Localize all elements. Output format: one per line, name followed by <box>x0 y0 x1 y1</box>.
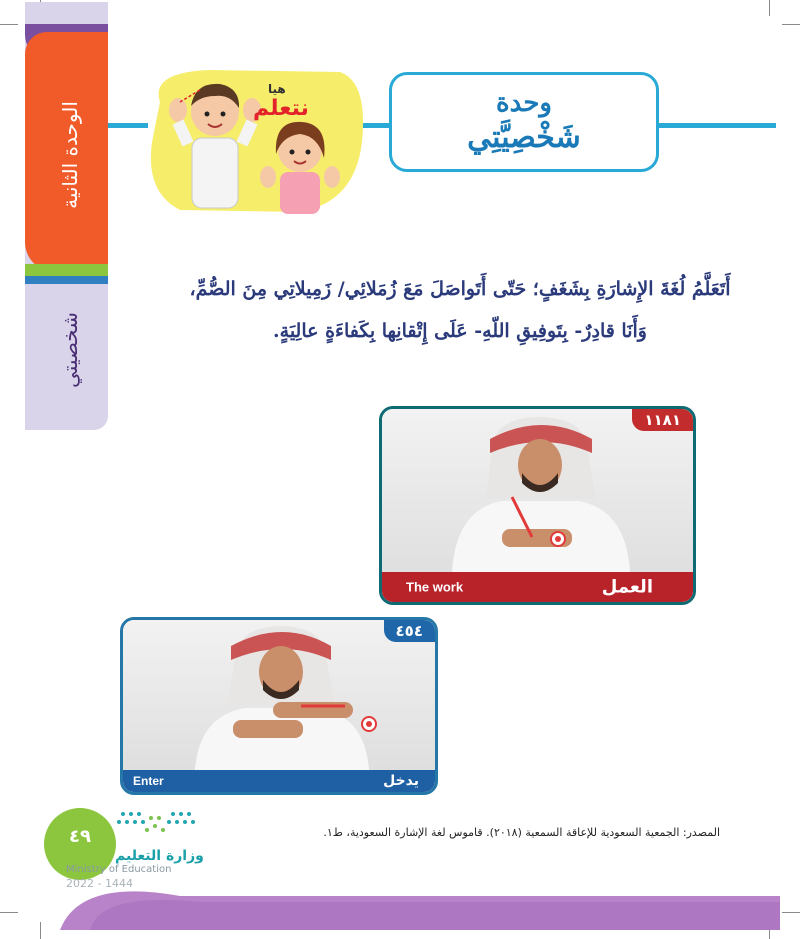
sign-card-caption-bar <box>382 572 693 602</box>
intro-paragraph <box>150 268 770 352</box>
sign-card-english: The work <box>406 579 464 595</box>
page-bottom-swoosh <box>60 868 780 930</box>
badge-big-text: نتعلم <box>253 96 309 121</box>
ministry-name-en: Ministry of Education <box>66 864 172 875</box>
kids-signing-illustration <box>140 62 370 217</box>
ministry-name-ar: وزارة التعليم <box>115 848 204 864</box>
intro-line-1: أَتَعَلَّمُ لُغَةَ الإِشارَةِ بِشَغَفٍ؛ حَتّى أَتَواصَلَ مَعَ زُمَلائِي/ زَمِيلاتِي مِنَ الصُّمِّ، <box>189 278 731 300</box>
unit-title-box <box>389 72 659 172</box>
page-number: ٤٩ <box>69 826 91 847</box>
header-rule-right <box>656 123 776 128</box>
sign-card-enter <box>120 617 438 795</box>
sign-card-number: ٤٥٤ <box>384 620 435 642</box>
sign-card-english: Enter <box>133 774 164 788</box>
topic-label: شخصيتي <box>58 312 82 388</box>
sign-card-work <box>379 406 696 605</box>
crop-mark <box>40 922 41 939</box>
badge-small-text: هيا <box>268 82 286 96</box>
sign-card-arabic: يدخل <box>383 773 419 789</box>
sign-card-caption-bar <box>123 770 435 792</box>
sign-card-arabic: العمل <box>601 576 653 598</box>
signer-photo <box>123 620 435 770</box>
crop-mark <box>782 912 800 913</box>
edition-year: 2022 - 1444 <box>66 877 133 890</box>
unit-label: الوحدة الثانية <box>58 101 82 209</box>
crop-mark <box>782 24 800 25</box>
crop-mark <box>0 912 18 913</box>
intro-line-2: وَأَنَا قادِرٌ- بِتَوفِيقِ اللّهِ- عَلَى إِتْقانِها بِكَفاءَةٍ عالِيَةٍ. <box>273 320 647 342</box>
source-citation: المصدر: الجمعية السعودية للإعاقة السمعية (٢٠١٨). قاموس لغة الإشارة السعودية، ط١. <box>323 826 720 839</box>
ministry-logo-icon <box>113 806 203 846</box>
unit-title-word: وحدة <box>496 88 552 119</box>
sign-card-number: ١١٨١ <box>632 409 693 431</box>
signer-photo <box>382 409 693 572</box>
crop-mark <box>0 24 18 25</box>
unit-title-name: شَخْصِيَّتِي <box>467 119 581 155</box>
crop-mark <box>769 0 770 16</box>
